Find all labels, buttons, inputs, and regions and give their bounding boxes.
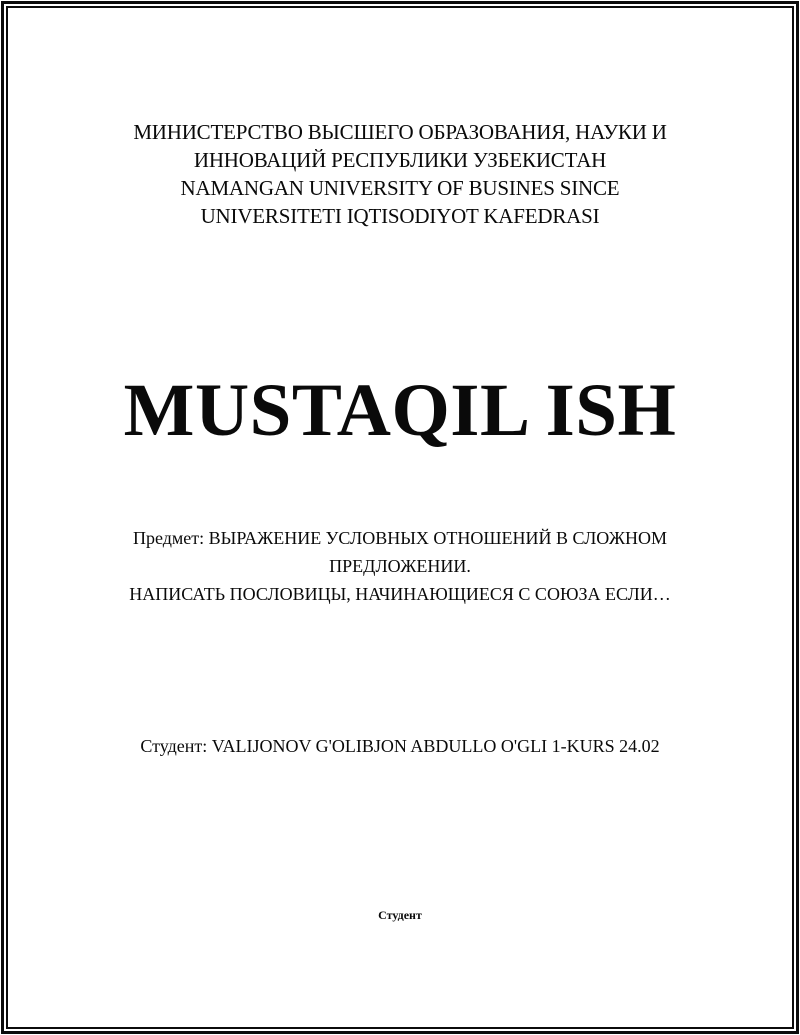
subject-line-1: Предмет: ВЫРАЖЕНИЕ УСЛОВНЫХ ОТНОШЕНИЙ В СЛОЖНОМ [133,528,667,548]
page-content [8,8,792,1027]
footer-student-label: Студент [378,908,422,922]
document-title: MUSTAQIL ISH [123,369,677,452]
subject-line-2: ПРЕДЛОЖЕНИИ. [329,556,471,576]
subject-line-3: НАПИСАТЬ ПОСЛОВИЦЫ, НАЧИНАЮЩИЕСЯ С СОЮЗА ЕСЛИ… [129,584,671,604]
subject-section [8,524,792,608]
header-line-republic: ИННОВАЦИЙ РЕСПУБЛИКИ УЗБЕКИСТАН [193,148,607,172]
student-name-line: Студент: VALIJONOV G'OLIBJON ABDULLO O'GLI 1-KURS 24.02 [140,736,660,756]
header-line-ministry: МИНИСТЕРСТВО ВЫСШЕГО ОБРАЗОВАНИЯ, НАУКИ И [133,120,667,144]
ministry-header [8,118,792,230]
header-line-university: NAMANGAN UNIVERSITY OF BUSINES SINCE [180,176,620,200]
header-line-department: UNIVERSITETI IQTISODIYOT KAFEDRASI [200,204,600,228]
